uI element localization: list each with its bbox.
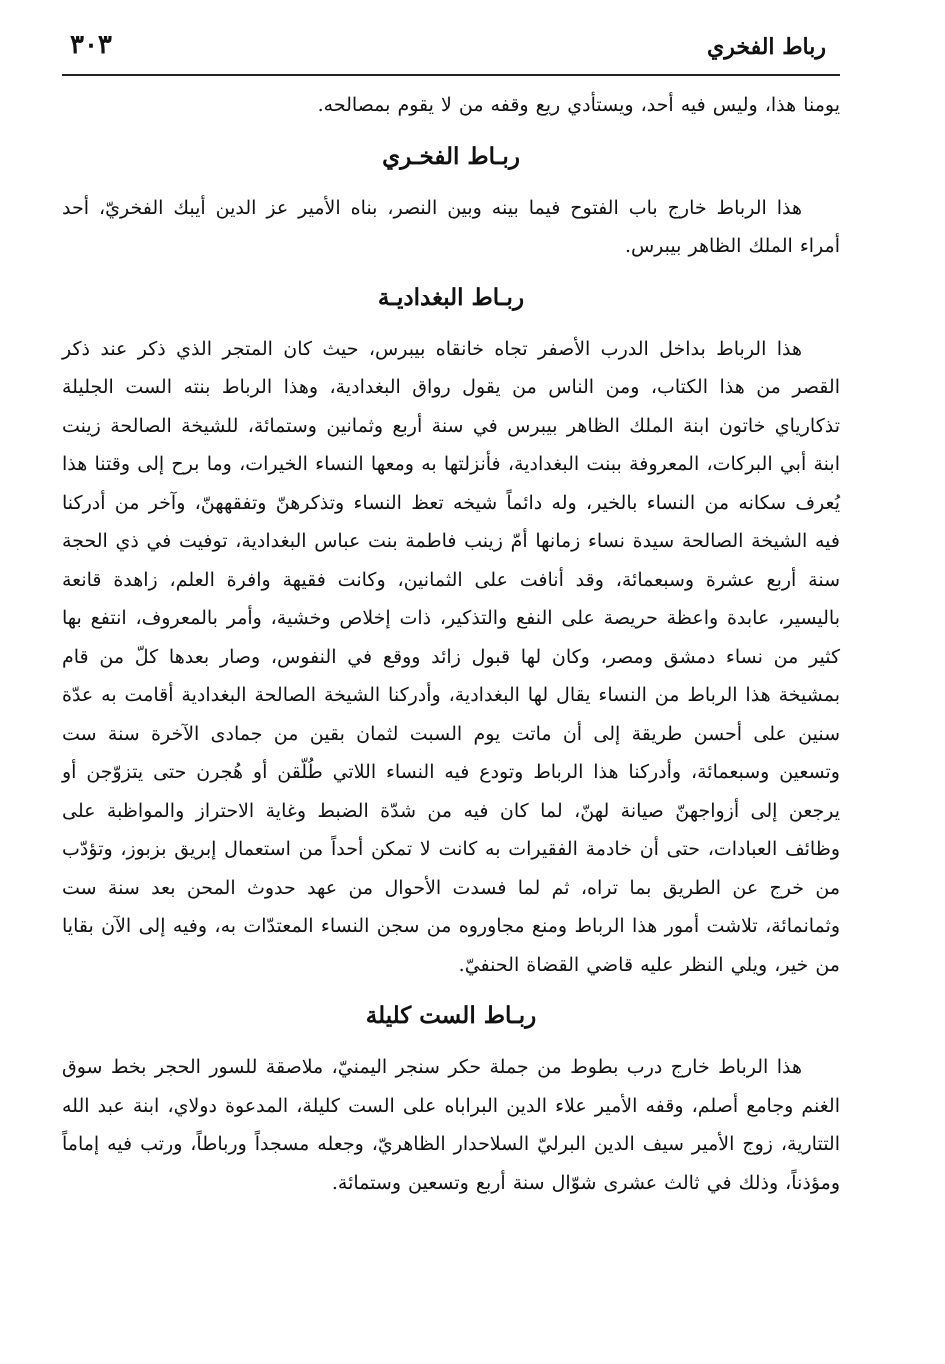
opening-paragraph: يومنا هذا، وليس فيه أحد، ويستأدي ريع وقفه من لا يقوم بمصالحه. <box>317 94 840 116</box>
book-page <box>62 22 840 1202</box>
section-heading: ربـاط البغداديـة <box>377 283 525 311</box>
page-number: ٣٠٣ <box>70 30 112 60</box>
section-paragraph: هذا الرباط خارج درب بطوط من جملة حكر سنجر اليمنيّ، ملاصقة للسور الحجر بخط سوق الغنم وجامع أصلم، وقفه الأمير علاء الدين البراباه على الست كليلة، المدعوة دولاي، ابنة عبد الله التتارية، زوج الأمير سيف الدين البرليّ السلاحدار الظاهريّ، وجعله مسجداً ورباطاً، ورتب فيه إماماً ومؤذناً، وذلك في ثالث عشرى شوّال سنة أربع وتسعين وستمائة. <box>62 1056 840 1194</box>
page-content <box>62 76 840 1202</box>
section-ribat-al-sitt-kalila <box>62 984 840 1202</box>
running-header <box>62 22 840 76</box>
running-title: رباط الفخري <box>707 34 826 60</box>
section-paragraph: هذا الرباط خارج باب الفتوح فيما بينه وبين النصر، بناه الأمير عز الدين أيبك الفخريّ، أحد أمراء الملك الظاهر بيبرس. <box>62 196 840 257</box>
section-paragraph: هذا الرباط بداخل الدرب الأصفر تجاه خانقاه بيبرس، حيث كان المتجر الذي ذكر عند ذكر القصر من هذا الكتاب، ومن الناس من يقول رواق البغدادية، وهذا الرباط بنته الست الجليلة تذكارياي خاتون ابنة الملك الظاهر بيبرس في سنة أربع وثمانين وستمائة، للشيخة الصالحة زينت ابنة أبي البركات، المعروفة ببنت البغدادية، فأنزلتها به ومعها النساء الخيرات، وما برح إلى وقتنا هذا يُعرف سكانه من النساء بالخير، وله دائماً شيخه تعظ النساء وتذكرهنّ وتفقههنّ، وآخر من أدركنا فيه الشيخة الصالحة سيدة نساء زمانها أمّ زينب فاطمة بنت عباس البغدادية، توفيت في ذي الحجة سنة أربع عشرة وسبعمائة، وقد أنافت على الثمانين، وكانت فقيهة وافرة العلم، زاهدة قانعة باليسير، عابدة واعظة حريصة على النفع والتذكير، ذات إخلاص وخشية، وأمر بالمعروف، انتفع بها كثير من نساء دمشق ومصر، وكان لها قبول زائد ووقع في النفوس، وصار بعدها كلّ من قام بمشيخة هذا الرباط من النساء يقال لها البغدادية، وأدركنا الشيخة الصالحة البغدادية أقامت به عدّة سنين على أحسن طريقة إلى أن ماتت يوم السبت لثمان بقين من جمادى الآخرة سنة ست وتسعين وسبعمائة، وأدركنا هذا الرباط وتودع فيه النساء اللاتي طُلّقن أو هُجرن حتى يتزوّجن أو يرجعن إلى أزواجهنّ صيانة لهنّ، لما كان فيه من شدّة الضبط وغاية الاحتراز والمواظبة على وظائف العبادات، حتى أن خادمة الفقيرات به كانت لا تمكن أحداً من استعمال إبريق بزبوز، وتؤدّب من خرج عن الطريق بما تراه، ثم لما فسدت الأحوال من عهد حدوث المحن بعد سنة ست وثمانمائة، تلاشت أمور هذا الرباط ومنع مجاوروه من سجن النساء المعتدّات به، وفيه إلى الآن بقايا من خير، ويلي النظر عليه قاضي القضاة الحنفيّ. <box>62 337 841 976</box>
section-heading: ربـاط الست كليلة <box>365 1002 537 1029</box>
section-heading: ربـاط الفخـري <box>382 142 520 170</box>
section-ribat-al-fakhri <box>62 125 840 266</box>
section-ribat-al-baghdadiya <box>62 266 840 985</box>
